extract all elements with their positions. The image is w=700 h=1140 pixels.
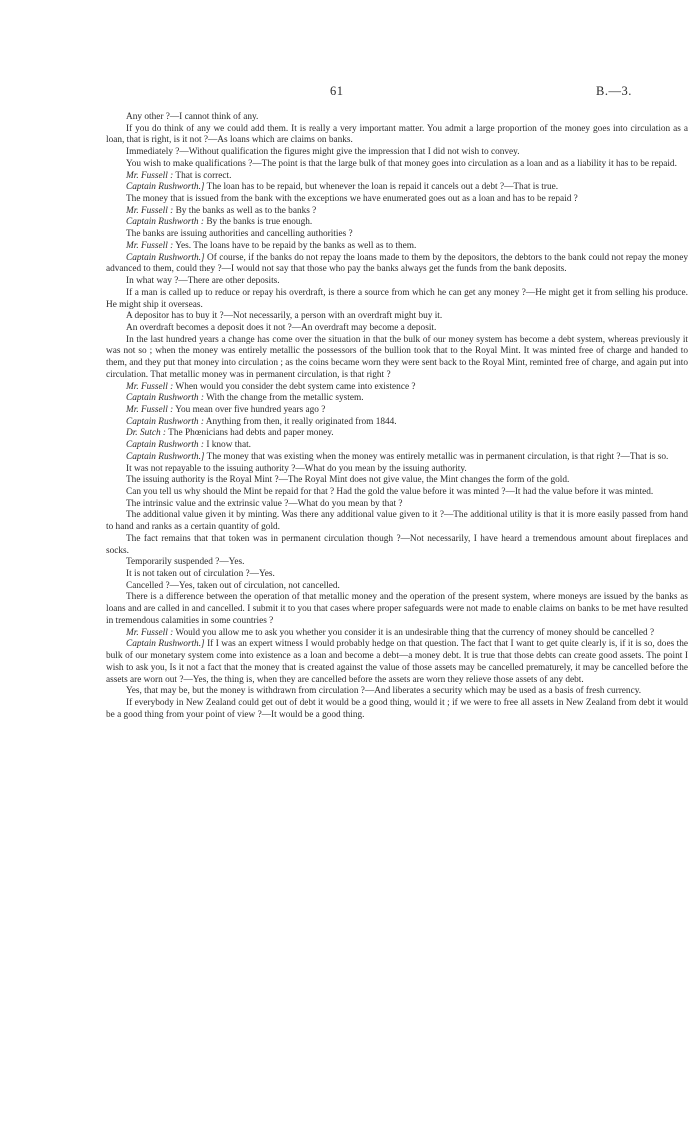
transcript-paragraph — [106, 253, 688, 276]
paragraph-text: Cancelled ?—Yes, taken out of circulation, not cancelled. — [126, 580, 340, 591]
transcript-paragraph — [106, 171, 688, 183]
paragraph-text: It was not repayable to the issuing authority ?—What do you mean by the issuing authority. — [126, 463, 467, 474]
transcript-paragraph — [106, 440, 688, 452]
paragraph-text: The issuing authority is the Royal Mint ?—The Royal Mint does not give value, the Mint changes the form of the gold. — [126, 475, 570, 486]
paragraph-text: Can you tell us why should the Mint be repaid for that ? Had the gold the value before it was minted ?—It had the value before it was minted. — [126, 487, 654, 497]
paragraph-text: The banks are issuing authorities and cancelling authorities ? — [126, 229, 353, 240]
transcript-paragraph — [106, 581, 688, 593]
paragraph-text: The additional value given it by minting. Was there any additional value given to it ?—The additional utility is that it is more easily passed from hand to hand and ranks as a certain quantity of gold. — [106, 510, 688, 533]
paragraph-text: Yes. The loans have to be repaid by the banks as well as to them. — [173, 240, 417, 251]
paragraph-text: An overdraft becomes a deposit does it not ?—An overdraft may become a deposit. — [126, 322, 437, 333]
transcript-paragraph — [106, 698, 688, 721]
transcript-paragraph — [106, 323, 688, 335]
paragraph-text: Yes, that may be, but the money is withdrawn from circulation ?—And liberates a security which may be used as a basis of fresh currency. — [126, 686, 642, 697]
paragraph-text: There is a difference between the operation of that metallic money and the operation of the present system, where moneys are issued by the banks as loans and are called in and cancelled. I submit it to you that cases where proper safeguards were not made to enable claims on banks to be met have resulted in tremendous calamities in some countries ? — [106, 592, 688, 626]
paragraph-text: You mean over five hundred years ago ? — [173, 404, 326, 415]
paragraph-text: By the banks is true enough. — [204, 217, 313, 228]
transcript-paragraph — [106, 335, 688, 382]
transcript-paragraph — [106, 557, 688, 569]
transcript-paragraph — [106, 382, 688, 394]
paragraph-text: If I was an expert witness I would probably hedge on that question. The fact that I want to get quite clearly is, if it is so, does the bulk of our monetary system come into existence as a loan and become a debt—a money debt. It is true that those debts can create good assets. The point I wish to ask you, Is it not a fact that the money that is created against the value of those assets may be cancelled prematurely, it may be cancelled before the assets are worn out ?—Yes, the thing is, when they are cancelled before the assets are worn they relieve those assets of any debt. — [106, 639, 688, 685]
paragraph-text: Temporarily suspended ?—Yes. — [126, 557, 245, 568]
transcript-paragraph — [106, 217, 688, 229]
page-number: 61 — [330, 84, 344, 98]
paragraph-text: The loan has to be repaid, but whenever the loan is repaid it cancels out a debt ?—That is true. — [204, 182, 559, 193]
transcript-paragraph — [106, 499, 688, 511]
paragraph-text: Immediately ?—Without qualification the figures might give the impression that I did not wish to convey. — [126, 147, 520, 158]
transcript-paragraph — [106, 464, 688, 476]
transcript-paragraph — [106, 510, 688, 533]
paragraph-text: In what way ?—There are other deposits. — [126, 276, 280, 287]
transcript-paragraph — [106, 639, 688, 686]
section-code: B.—3. — [596, 84, 632, 98]
transcript-paragraph — [106, 194, 688, 206]
transcript-paragraph — [106, 241, 688, 253]
speaker-name: Mr. Fussell : — [126, 240, 174, 251]
paragraph-text: By the banks as well as to the banks ? — [173, 205, 317, 216]
paragraph-text: When would you consider the debt system came into existence ? — [173, 381, 416, 392]
speaker-name: Captain Rushworth : — [126, 416, 204, 427]
transcript-paragraph — [106, 417, 688, 429]
transcript-paragraph — [106, 405, 688, 417]
speaker-name: Captain Rushworth.] — [126, 182, 205, 193]
transcript-paragraph — [106, 628, 688, 640]
paragraph-text: The money that was existing when the money was entirely metallic was in permanent circulation, is that right ?—That is so. — [204, 451, 669, 462]
transcript-paragraph — [106, 182, 688, 194]
speaker-name: Captain Rushworth : — [126, 217, 204, 228]
paragraph-text: Of course, if the banks do not repay the loans made to them by the depositors, the debtors to the bank could not repay the money advanced to them, could they ?—I would not say that those who pay the banks always get the funds from the bank deposits. — [106, 252, 688, 275]
transcript-paragraph — [106, 475, 688, 487]
paragraph-text: The fact remains that that token was in permanent circulation though ?—Not necessarily, I have heard a tremendous amount about fireplaces and socks. — [106, 533, 688, 556]
speaker-name: Captain Rushworth.] — [126, 252, 205, 263]
transcript-paragraph — [106, 393, 688, 405]
paragraph-text: That is correct. — [173, 170, 232, 181]
transcript-paragraph — [106, 124, 688, 147]
speaker-name: Captain Rushworth.] — [126, 451, 205, 462]
speaker-name: Mr. Fussell : — [126, 627, 174, 638]
speaker-name: Captain Rushworth.] — [126, 639, 205, 650]
paragraph-text: The money that is issued from the bank with the exceptions we have enumerated goes out as a loan and has to be repaid ? — [126, 194, 578, 205]
transcript-paragraph — [106, 276, 688, 288]
transcript-paragraph — [106, 569, 688, 581]
paragraph-text: It is not taken out of circulation ?—Yes. — [126, 569, 275, 580]
transcript-paragraph — [106, 112, 688, 124]
speaker-name: Mr. Fussell : — [126, 170, 174, 181]
speaker-name: Mr. Fussell : — [126, 381, 174, 392]
transcript-paragraph — [106, 534, 688, 557]
paragraph-text: Would you allow me to ask you whether you consider it is an undesirable thing that the currency of money should be cancelled ? — [173, 627, 655, 638]
paragraph-text: With the change from the metallic system. — [204, 393, 364, 404]
transcript-paragraph — [106, 229, 688, 241]
transcript-paragraph — [106, 147, 688, 159]
paragraph-text: The Phœnicians had debts and paper money. — [166, 428, 334, 439]
transcript-paragraph — [106, 592, 688, 627]
speaker-name: Mr. Fussell : — [126, 205, 174, 216]
paragraph-text: Anything from then, it really originated from 1844. — [204, 416, 397, 427]
speaker-name: Captain Rushworth : — [126, 440, 204, 451]
transcript-paragraph — [106, 452, 688, 464]
paragraph-text: I know that. — [204, 440, 251, 451]
paragraph-text: In the last hundred years a change has come over the situation in that the bulk of our money system has become a debt system, whereas previously it was not so ; when the money was entirely metallic the possessors of the bullion took that to the Royal Mint. It was minted free of charge and handed to them, and they put that money into circulation ; as the coins became worn they were sent back to the Royal Mint, reminted free of charge, and again put into circulation. That metallic money was in permanent circulation, is that right ? — [106, 334, 688, 380]
transcript-paragraph — [106, 288, 688, 311]
transcript-paragraph — [106, 686, 688, 698]
paragraph-text: If everybody in New Zealand could get out of debt it would be a good thing, would it ; if we were to free all assets in New Zealand from debt it would be a good thing from your point of view ?—It would be a good thing. — [106, 697, 688, 720]
transcript-body — [106, 112, 688, 721]
speaker-name: Mr. Fussell : — [126, 404, 174, 415]
transcript-paragraph — [106, 159, 688, 171]
paragraph-text: If you do think of any we could add them. It is really a very important matter. You admit a large proportion of the money goes into circulation as a loan, that is right, is it not ?—As loans which are claims on banks. — [106, 123, 688, 146]
paragraph-text: If a man is called up to reduce or repay his overdraft, is there a source from which he can get any money ?—He might get it from selling his produce. He might ship it overseas. — [106, 287, 688, 310]
transcript-paragraph — [106, 311, 688, 323]
speaker-name: Captain Rushworth : — [126, 393, 204, 404]
speaker-name: Dr. Sutch : — [126, 428, 167, 439]
paragraph-text: Any other ?—I cannot think of any. — [126, 112, 259, 122]
paragraph-text: The intrinsic value and the extrinsic value ?—What do you mean by that ? — [126, 498, 403, 509]
transcript-paragraph — [106, 428, 688, 440]
paragraph-text: You wish to make qualifications ?—The point is that the large bulk of that money goes into circulation as a loan and as a liability it has to be repaid. — [126, 158, 677, 169]
transcript-paragraph — [106, 206, 688, 218]
paragraph-text: A depositor has to buy it ?—Not necessarily, a person with an overdraft might buy it. — [126, 311, 443, 322]
transcript-paragraph — [106, 487, 688, 499]
